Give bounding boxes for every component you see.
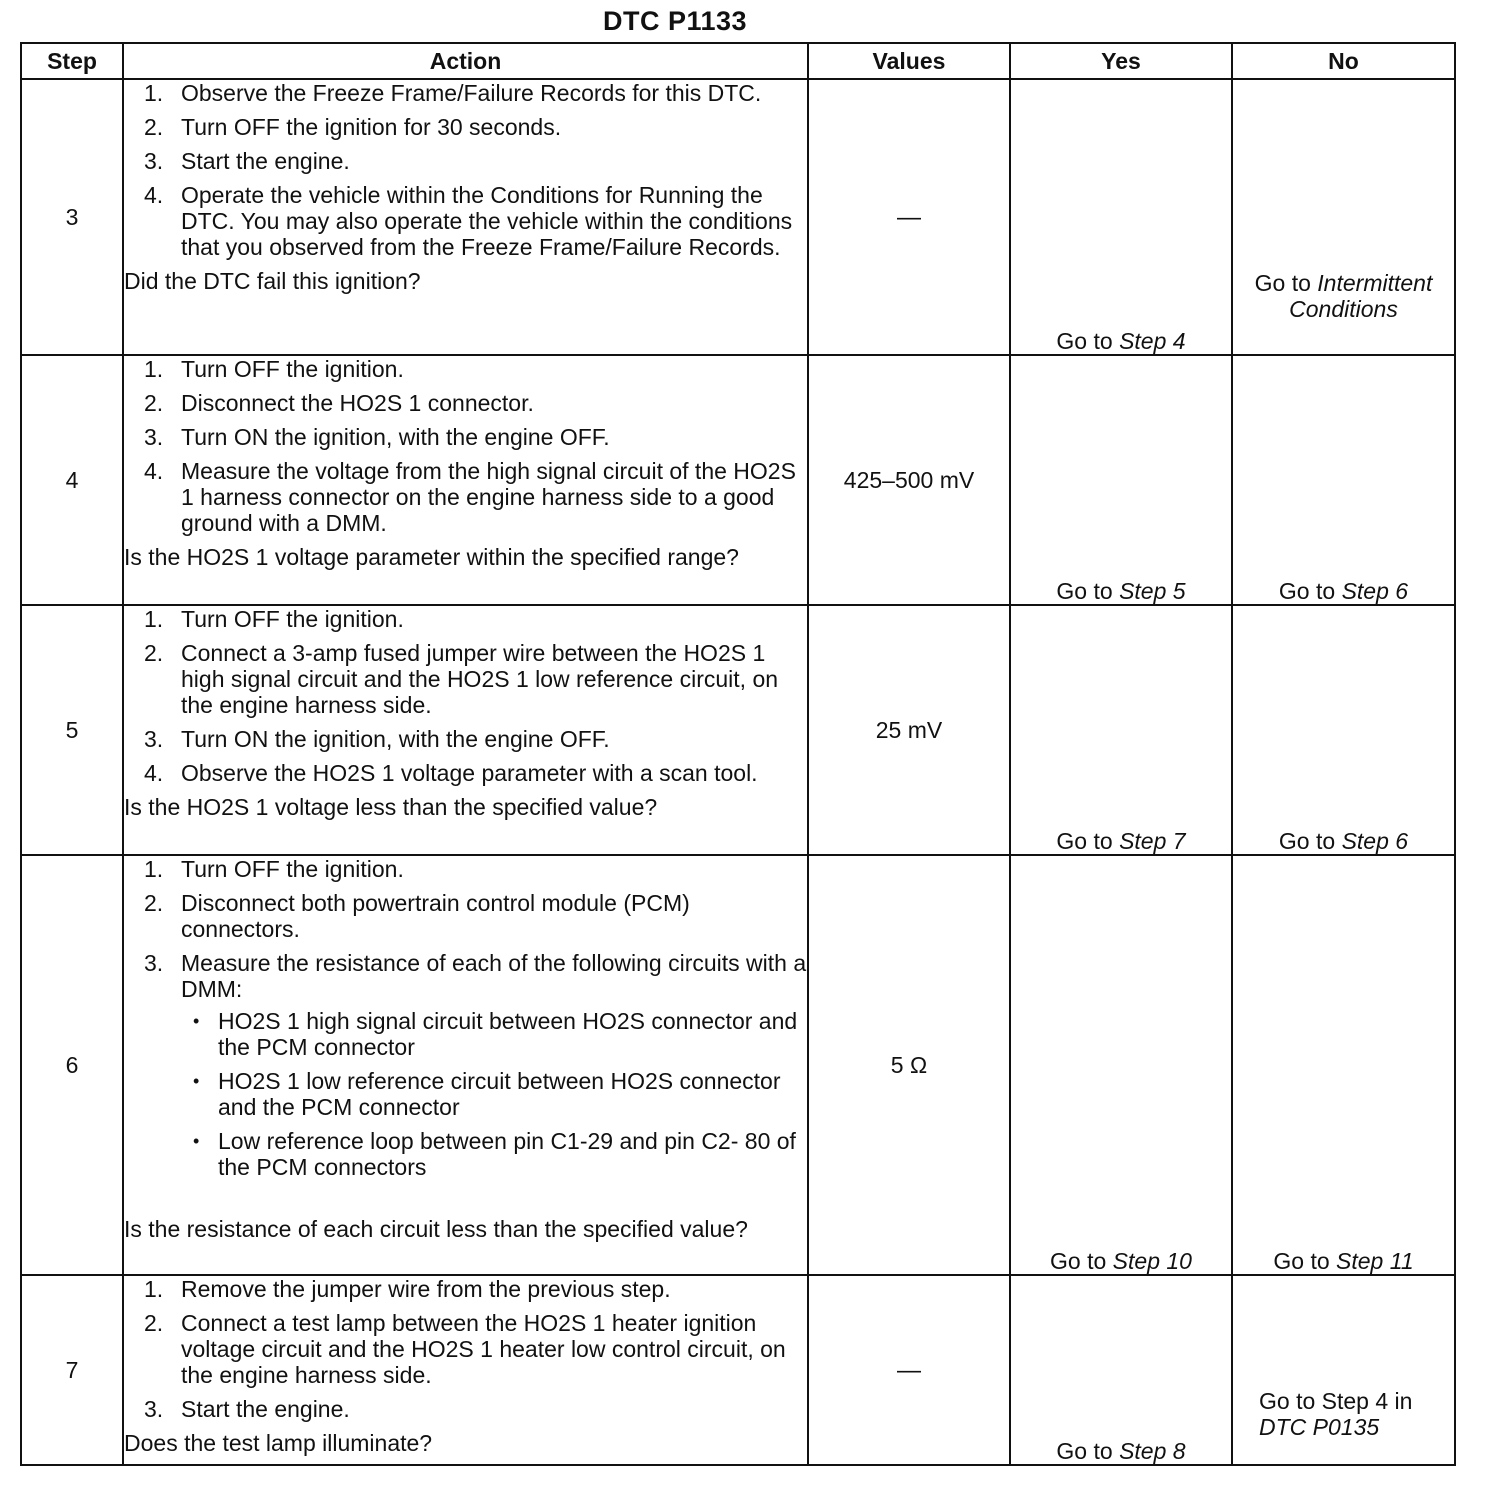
yes-cell: Go to Step 10 <box>1010 855 1232 1275</box>
header-step: Step <box>21 43 123 79</box>
list-item: 1. Turn OFF the ignition. <box>144 606 404 632</box>
list-item: 4. Observe the HO2S 1 voltage parameter with a scan tool. <box>144 760 758 786</box>
no-target: Intermittent Conditions <box>1289 270 1433 322</box>
yes-target: Step 7 <box>1119 828 1186 854</box>
sub-bullet-list <box>181 1008 807 1180</box>
no-cell: Go to Intermittent Conditions <box>1232 79 1455 355</box>
value-cell: 5 Ω <box>808 855 1010 1275</box>
list-item: 2. Disconnect both powertrain control module (PCM) connectors. <box>144 890 690 942</box>
no-cell: Go to Step 6 <box>1232 355 1455 605</box>
action-question: Is the resistance of each circuit less than the specified value? <box>124 1216 748 1242</box>
value-cell: 425–500 mV <box>808 355 1010 605</box>
table-row <box>21 855 1455 1275</box>
action-cell <box>123 605 808 855</box>
value-cell: 25 mV <box>808 605 1010 855</box>
yes-target: Step 5 <box>1119 578 1186 604</box>
action-list <box>124 1276 807 1422</box>
list-item: 3. Start the engine. <box>144 148 350 174</box>
bullet-item: • Low reference loop between pin C1-29 and pin C2- 80 of the PCM connectors <box>193 1128 796 1180</box>
action-cell <box>123 855 808 1275</box>
action-list <box>124 856 807 1180</box>
no-target: Step 6 <box>1341 578 1409 604</box>
header-no: No <box>1232 43 1455 79</box>
table-row <box>21 79 1455 355</box>
action-question: Is the HO2S 1 voltage parameter within the specified range? <box>124 544 739 570</box>
no-target: DTC P0135 <box>1259 1414 1380 1440</box>
list-item: 1. Observe the Freeze Frame/Failure Records for this DTC. <box>144 80 762 106</box>
yes-target: Step 10 <box>1112 1248 1192 1274</box>
list-item: 3. Start the engine. <box>144 1396 350 1422</box>
list-item: 1. Remove the jumper wire from the previous step. <box>144 1276 671 1302</box>
list-item: 3. Measure the resistance of each of the following circuits with a DMM: • HO2S 1 high signal circuit between HO2S connector and the PCM connector • HO2S 1 low reference circuit between HO2S connector and the PCM connector • Low reference loop between pin C1-29 and pin C2- 80 of the PCM connectors <box>144 950 807 1180</box>
table-row <box>21 1275 1455 1465</box>
yes-cell: Go to Step 4 <box>1010 79 1232 355</box>
action-question: Did the DTC fail this ignition? <box>124 268 421 294</box>
header-yes: Yes <box>1010 43 1232 79</box>
list-item: 2. Turn OFF the ignition for 30 seconds. <box>144 114 562 140</box>
list-item: 2. Connect a 3-amp fused jumper wire between the HO2S 1 high signal circuit and the HO2S 1 low reference circuit, on the engine harness side. <box>144 640 779 718</box>
step-number: 3 <box>21 79 123 355</box>
step-number: 6 <box>21 855 123 1275</box>
no-cell: Go to Step 6 <box>1232 605 1455 855</box>
list-item: 3. Turn ON the ignition, with the engine OFF. <box>144 424 610 450</box>
list-item: 2. Disconnect the HO2S 1 connector. <box>144 390 534 416</box>
yes-cell: Go to Step 8 <box>1010 1275 1232 1465</box>
header-action: Action <box>123 43 808 79</box>
yes-cell: Go to Step 5 <box>1010 355 1232 605</box>
no-cell: Go to Step 11 <box>1232 855 1455 1275</box>
table-row <box>21 605 1455 855</box>
step-number: 4 <box>21 355 123 605</box>
action-list <box>124 356 807 536</box>
bullet-item: • HO2S 1 high signal circuit between HO2S connector and the PCM connector <box>193 1008 798 1060</box>
step-number: 5 <box>21 605 123 855</box>
bullet-item: • HO2S 1 low reference circuit between HO2S connector and the PCM connector <box>193 1068 781 1120</box>
header-values: Values <box>808 43 1010 79</box>
list-item: 1. Turn OFF the ignition. <box>144 856 404 882</box>
list-item: 2. Connect a test lamp between the HO2S 1 heater ignition voltage circuit and the HO2S 1 heater low control circuit, on the engine harness side. <box>144 1310 786 1388</box>
action-cell <box>123 355 808 605</box>
list-item: 3. Turn ON the ignition, with the engine OFF. <box>144 726 610 752</box>
page-title: DTC P1133 <box>602 6 748 36</box>
action-question: Is the HO2S 1 voltage less than the specified value? <box>124 794 658 820</box>
table-row <box>21 355 1455 605</box>
no-cell: Go to Step 4 in DTC P0135 <box>1232 1275 1455 1465</box>
action-question: Does the test lamp illuminate? <box>124 1430 433 1456</box>
yes-target: Step 8 <box>1119 1438 1186 1464</box>
action-list <box>124 80 807 260</box>
action-cell <box>123 1275 808 1465</box>
action-list <box>124 606 807 786</box>
list-item: 4. Operate the vehicle within the Conditions for Running the DTC. You may also operate the vehicle within the conditions that you observed from the Freeze Frame/Failure Records. <box>144 182 793 260</box>
yes-cell: Go to Step 7 <box>1010 605 1232 855</box>
action-cell <box>123 79 808 355</box>
bullet-icon: • <box>193 1071 200 1091</box>
header-row <box>21 43 1455 79</box>
yes-target: Step 4 <box>1119 328 1186 354</box>
no-target: Step 11 <box>1336 1248 1414 1274</box>
bullet-icon: • <box>193 1131 200 1151</box>
value-cell: — <box>808 1275 1010 1465</box>
list-item: 1. Turn OFF the ignition. <box>144 356 404 382</box>
step-number: 7 <box>21 1275 123 1465</box>
no-target: Step 6 <box>1341 828 1409 854</box>
dtc-table <box>20 42 1456 1466</box>
bullet-icon: • <box>193 1011 200 1031</box>
list-item: 4. Measure the voltage from the high signal circuit of the HO2S 1 harness connector on the engine harness side to a good ground with a DMM. <box>144 458 796 536</box>
value-cell: — <box>808 79 1010 355</box>
